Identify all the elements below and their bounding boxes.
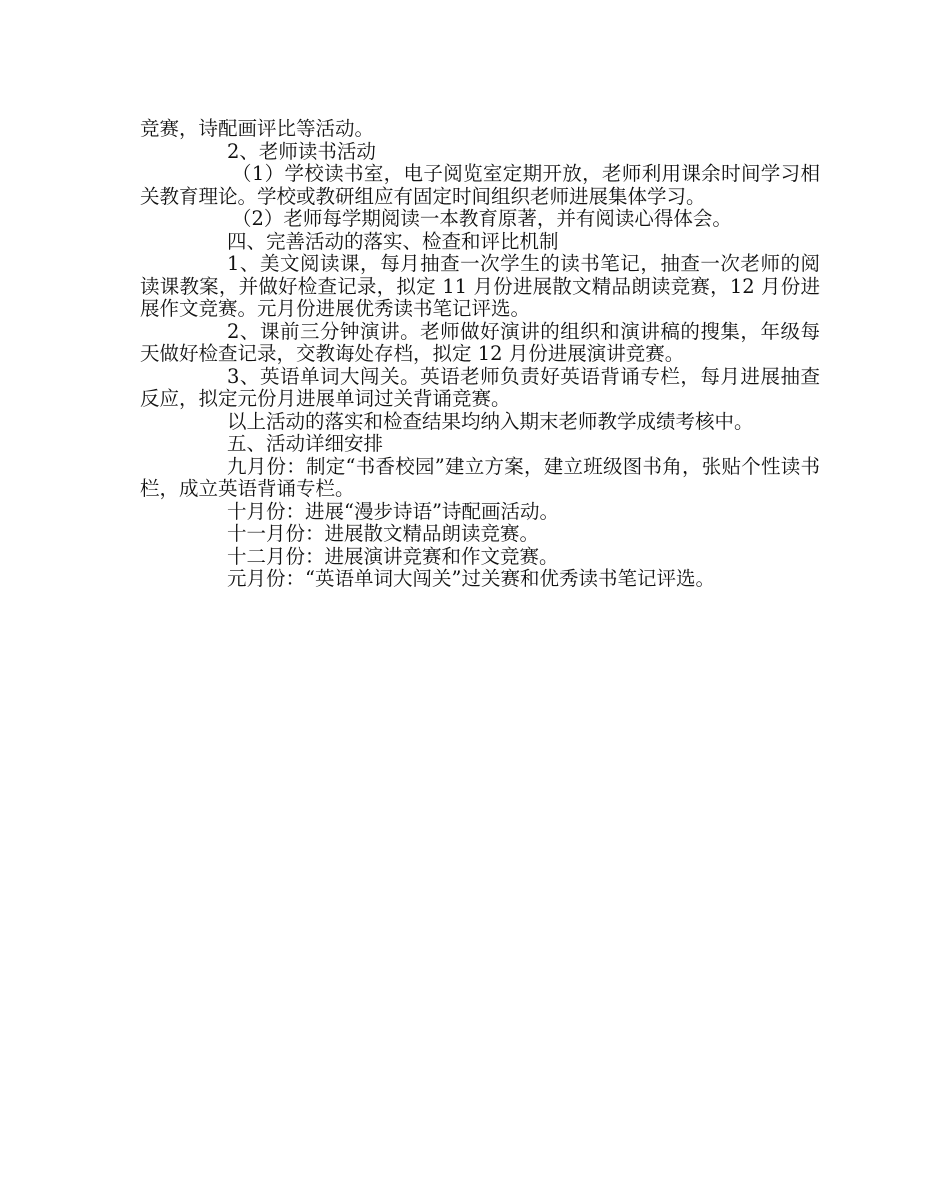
document-body bbox=[140, 118, 820, 591]
schedule-january: 元月份：“英语单词大闯关”过关赛和优秀读书笔记评选。 bbox=[227, 567, 715, 590]
schedule-october: 十月份：进展“漫步诗语”诗配画活动。 bbox=[227, 499, 559, 523]
schedule-september: 九月份：制定“书香校园”建立方案，建立班级图书角，张贴个性读书栏，成立英语背诵专栏。 bbox=[140, 454, 820, 500]
paragraph-english-words: 3、英语单词大闯关。英语老师负责好英语背诵专栏，每月进展抽查反应，拟定元份月进展单词过关背诵竞赛。 bbox=[140, 364, 820, 410]
paragraph-reading-room: （1）学校读书室，电子阅览室定期开放，老师利用课余时间学习相关教育理论。学校或教研组应有固定时间组织老师进展集体学习。 bbox=[140, 162, 820, 208]
paragraph-continuation: 竞赛，诗配画评比等活动。 bbox=[140, 117, 375, 140]
schedule-november: 十一月份：进展散文精品朗读竞赛。 bbox=[227, 522, 540, 545]
section-heading-schedule: 五、活动详细安排 bbox=[227, 432, 384, 455]
section-heading-mechanism: 四、完善活动的落实、检查和评比机制 bbox=[227, 229, 559, 253]
paragraph-reading-class: 1、美文阅读课，每月抽查一次学生的读书笔记，抽查一次老师的阅读课教案，并做好检查记录，拟定 11 月份进展散文精品朗读竞赛，12 月份进展作文竞赛。元月份进展优秀读书笔记评选。 bbox=[140, 252, 820, 320]
paragraph-assessment: 以上活动的落实和检查结果均纳入期末老师教学成绩考核中。 bbox=[227, 409, 754, 433]
paragraph-teacher-books: （2）老师每学期阅读一本教育原著，并有阅读心得体会。 bbox=[232, 207, 732, 230]
schedule-december: 十二月份：进展演讲竞赛和作文竞赛。 bbox=[227, 544, 559, 568]
subheading-teacher-reading: 2、老师读书活动 bbox=[227, 139, 376, 163]
paragraph-speech: 2、课前三分钟演讲。老师做好演讲的组织和演讲稿的搜集，年级每天做好检查记录，交教诲处存档，拟定 12 月份进展演讲竞赛。 bbox=[140, 319, 820, 365]
